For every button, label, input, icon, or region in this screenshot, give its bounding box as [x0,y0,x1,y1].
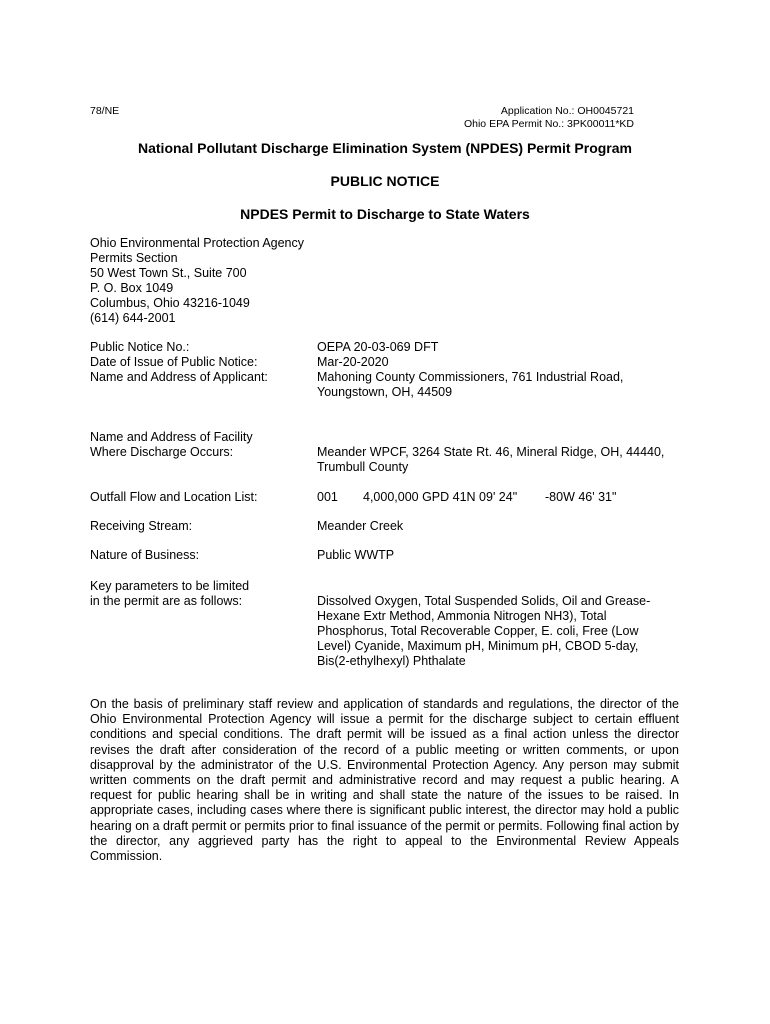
facility-label-line-2: Where Discharge Occurs: [90,445,234,459]
outfall-longitude: -80W 46' 31" [545,490,617,504]
field-label: Date of Issue of Public Notice: [90,355,258,369]
field-value [317,490,677,505]
outfall-number: 001 [317,490,338,504]
agency-name: Ohio Environmental Protection Agency [90,236,305,250]
ohio-epa-permit-number: Ohio EPA Permit No.: 3PK00011*KD [463,118,634,130]
outfall-flow-latitude: 4,000,000 GPD 41N 09' 24" [363,490,518,504]
agency-phone: (614) 644-2001 [90,311,176,325]
field-label [90,430,315,460]
body-paragraph: On the basis of preliminary staff review and application of standards and regulations, the director of the Ohio Environmental Protection Agency will issue a permit for the discharge subject to certain effluent conditions and special conditions. The draft permit will be issued as a final action unless the director revises the draft after consideration of the record of a public meeting or written comments, or upon disapproval by the administrator of the U.S. Environmental Protection Agency. Any person may submit written comments on the draft permit and administrative record and may request a public hearing. A request for public hearing shall be in writing and shall state the nature of the issues to be raised. In appropriate cases, including cases where there is significant public interest, the director may hold a public hearing on a draft permit or permits prior to final issuance of the permit or permits. Following final action by the director, any aggrieved party has the right to appeal to the Environmental Review Appeals Commission. [90,697,679,864]
agency-city: Columbus, Ohio 43216-1049 [90,296,250,310]
permit-identifiers [464,105,634,131]
public-notice-heading: PUBLIC NOTICE [330,173,440,189]
field-label: Name and Address of Applicant: [90,370,268,384]
field-value: Meander WPCF, 3264 State Rt. 46, Mineral Ridge, OH, 44440, Trumbull County [317,445,665,474]
document-code: 78/NE [90,105,120,117]
field-label: Outfall Flow and Location List: [90,490,258,504]
application-number: Application No.: OH0045721 [500,105,634,117]
key-parameters-label-line-2: in the permit are as follows: [90,594,243,608]
field-value: OEPA 20-03-069 DFT [317,340,439,354]
field-value: Dissolved Oxygen, Total Suspended Solids, Oil and Grease-Hexane Extr Method, Ammonia Nitrogen NH3), Total Phosphorus, Total Recoverable Copper, E. coli, Free (Low Level) Cyanide, Maximum pH, Minimum pH, CBOD 5-day, Bis(2-ethylhexyl) Phthalate [317,594,651,668]
field-value: Mahoning County Commissioners, 761 Industrial Road, Youngstown, OH, 44509 [317,370,624,399]
agency-street: 50 West Town St., Suite 700 [90,266,247,280]
field-value: Meander Creek [317,519,404,533]
field-value: Public WWTP [317,548,395,562]
agency-po-box: P. O. Box 1049 [90,281,174,295]
notice-subtitle: NPDES Permit to Discharge to State Waters [240,206,530,222]
agency-address-block [90,236,304,326]
field-label: Nature of Business: [90,548,200,562]
facility-label-line-1: Name and Address of Facility [90,430,253,444]
key-parameters-label-line-1: Key parameters to be limited [90,579,250,593]
program-title: National Pollutant Discharge Elimination System (NPDES) Permit Program [138,140,632,156]
agency-section: Permits Section [90,251,178,265]
field-label [90,579,315,609]
field-label: Public Notice No.: [90,340,190,354]
field-label: Receiving Stream: [90,519,193,533]
field-value: Mar-20-2020 [317,355,389,369]
